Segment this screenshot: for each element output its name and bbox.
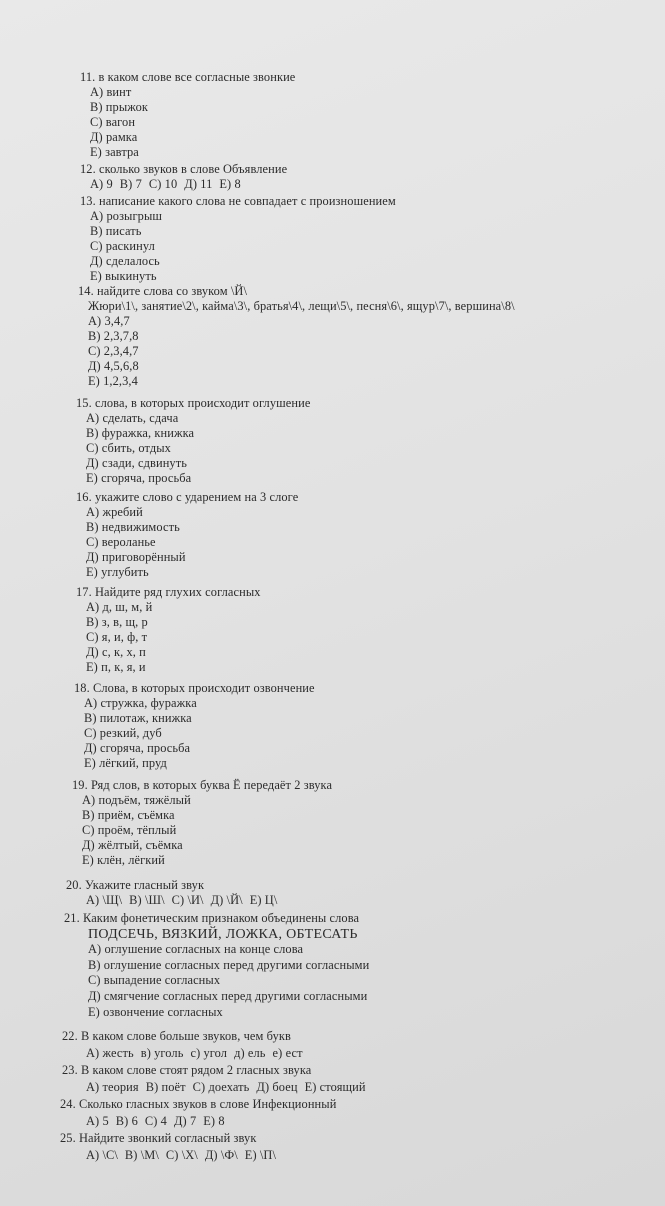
option-e: Е) \П\: [244, 1148, 277, 1162]
question-number: 19.: [72, 778, 88, 792]
option-e: Е) завтра: [90, 145, 139, 159]
options-inline: [80, 177, 287, 192]
question-text: сколько звуков в слове Объявление: [99, 162, 288, 176]
word-list: ПОДСЕЧЬ, ВЯЗКИЙ, ЛОЖКА, ОБТЕСАТЬ: [88, 926, 358, 942]
option-c: С) 10: [148, 177, 178, 191]
question-11: [80, 70, 295, 160]
option-a: А) жесть: [86, 1046, 134, 1060]
option-a: А) подъём, тяжёлый: [82, 793, 191, 807]
question-text: Сколько гласных звуков в слове Инфекционный: [79, 1097, 337, 1111]
option-c: С) я, и, ф, т: [86, 630, 148, 644]
option-e: Е) 1,2,3,4: [88, 374, 138, 388]
option-b: В) 6: [115, 1114, 138, 1128]
option-e: Е) Ц\: [249, 893, 278, 907]
word-list: Жюри\1\, занятие\2\, кайма\3\, братья\4\, лещи\5\, песня\6\, ящур\7\, вершина\8\: [88, 299, 515, 313]
question-number: 16.: [76, 490, 92, 504]
question-number: 22.: [62, 1029, 78, 1043]
option-d: Д) сгоряча, просьба: [84, 741, 191, 755]
question-number: 21.: [64, 911, 80, 925]
option-c: С) \И\: [171, 893, 204, 907]
option-b: В) 7: [119, 177, 142, 191]
question-number: 14.: [78, 284, 94, 298]
question-text: укажите слово с ударением на 3 слоге: [95, 490, 299, 504]
option-a: А) \С\: [86, 1148, 118, 1162]
options-inline: [66, 893, 277, 908]
option-a: А) сделать, сдача: [86, 411, 179, 425]
question-number: 13.: [80, 194, 96, 208]
option-e: Е) выкинуть: [90, 269, 157, 283]
question-24: [60, 1097, 336, 1129]
question-number: 25.: [60, 1131, 76, 1145]
option-b: В) писать: [90, 224, 142, 238]
option-d: Д) смягчение согласных перед другими согласными: [88, 988, 368, 1003]
option-a: А) винт: [90, 85, 132, 99]
option-d: Д) 11: [184, 177, 213, 191]
option-b: В) фуражка, книжка: [86, 426, 195, 440]
option-d: Д) боец: [256, 1080, 298, 1094]
option-d: Д) жёлтый, съёмка: [82, 838, 183, 852]
option-e: Е) стоящий: [304, 1080, 366, 1094]
question-text: найдите слова со звуком \Й\: [97, 284, 248, 298]
option-c: С) вагон: [90, 115, 136, 129]
option-c: С) резкий, дуб: [84, 726, 162, 740]
option-e: Е) п, к, я, и: [86, 660, 146, 674]
question-text: В каком слове стоят рядом 2 гласных звука: [81, 1063, 312, 1077]
question-text: написание какого слова не совпадает с произношением: [99, 194, 396, 208]
option-c: С) 4: [144, 1114, 167, 1128]
option-b: в) уголь: [140, 1046, 184, 1060]
option-b: В) 2,3,7,8: [88, 329, 139, 343]
option-b: В) прыжок: [90, 100, 149, 114]
option-c: с) угол: [190, 1046, 228, 1060]
option-b: В) приём, съёмка: [82, 808, 175, 822]
option-e: Е) озвончение согласных: [88, 1004, 223, 1019]
question-21: [64, 911, 369, 1020]
option-a: А) жребий: [86, 505, 143, 519]
question-number: 11.: [80, 70, 96, 84]
question-14: [78, 284, 515, 389]
option-c: С) доехать: [192, 1080, 250, 1094]
option-d: Д) 7: [173, 1114, 197, 1128]
question-20: [66, 878, 277, 908]
option-c: С) сбить, отдых: [86, 441, 171, 455]
option-d: Д) сделалось: [90, 254, 160, 268]
option-e: Е) 8: [203, 1114, 225, 1128]
question-text: Каким фонетическим признаком объединены слова: [83, 911, 360, 925]
question-text: слова, в которых происходит оглушение: [95, 396, 311, 410]
question-19: [72, 778, 332, 868]
question-text: Слова, в которых происходит озвончение: [93, 681, 315, 695]
option-b: В) пилотаж, книжка: [84, 711, 192, 725]
option-e: Е) лёгкий, пруд: [84, 756, 167, 770]
option-a: А) 3,4,7: [88, 314, 130, 328]
option-a: А) д, ш, м, й: [86, 600, 153, 614]
option-a: А) стружка, фуражка: [84, 696, 197, 710]
question-number: 24.: [60, 1097, 76, 1111]
option-d: Д) \Ф\: [204, 1148, 238, 1162]
options-inline: [62, 1046, 303, 1061]
option-e: Е) 8: [219, 177, 241, 191]
option-e: Е) сгоряча, просьба: [86, 471, 192, 485]
option-b: В) \Ш\: [129, 893, 165, 907]
option-c: С) раскинул: [90, 239, 155, 253]
question-text: Найдите звонкий согласный звук: [79, 1131, 257, 1145]
question-17: [76, 585, 261, 675]
option-b: В) \М\: [124, 1148, 159, 1162]
option-a: А) 5: [86, 1114, 109, 1128]
question-12: [80, 162, 287, 192]
question-23: [62, 1063, 366, 1095]
option-c: С) выпадение согласных: [88, 973, 221, 988]
question-number: 12.: [80, 162, 96, 176]
option-e: Е) клён, лёгкий: [82, 853, 165, 867]
option-b: В) оглушение согласных перед другими согласными: [88, 957, 370, 972]
question-text: Найдите ряд глухих согласных: [95, 585, 261, 599]
question-number: 17.: [76, 585, 92, 599]
options-inline: [60, 1114, 336, 1129]
option-c: С) проём, тёплый: [82, 823, 177, 837]
option-c: С) \Х\: [165, 1148, 198, 1162]
options-inline: [60, 1148, 276, 1163]
option-b: В) з, в, щ, р: [86, 615, 148, 629]
option-d: Д) рамка: [90, 130, 138, 144]
question-number: 18.: [74, 681, 90, 695]
question-text: Ряд слов, в которых буква Ё передаёт 2 звука: [91, 778, 333, 792]
option-d: Д) 4,5,6,8: [88, 359, 139, 373]
question-15: [76, 396, 310, 486]
question-16: [76, 490, 298, 580]
question-number: 20.: [66, 878, 82, 892]
question-text: В каком слове больше звуков, чем букв: [81, 1029, 291, 1043]
question-22: [62, 1029, 303, 1061]
option-b: В) недвижимость: [86, 520, 180, 534]
question-25: [60, 1131, 276, 1163]
option-b: В) поёт: [145, 1080, 186, 1094]
option-a: А) оглушение согласных на конце слова: [88, 942, 304, 957]
option-c: С) 2,3,4,7: [88, 344, 139, 358]
option-d: Д) \Й\: [210, 893, 243, 907]
question-13: [80, 194, 396, 284]
question-text: Укажите гласный звук: [85, 878, 205, 892]
options-inline: [62, 1080, 366, 1095]
question-number: 15.: [76, 396, 92, 410]
option-a: А) 9: [90, 177, 113, 191]
option-e: е) ест: [272, 1046, 303, 1060]
option-d: Д) приговорённый: [86, 550, 186, 564]
option-d: д) ель: [234, 1046, 266, 1060]
option-c: С) вероланье: [86, 535, 156, 549]
question-number: 23.: [62, 1063, 78, 1077]
option-a: А) теория: [86, 1080, 139, 1094]
option-a: А) розыгрыш: [90, 209, 163, 223]
option-d: Д) сзади, сдвинуть: [86, 456, 187, 470]
question-text: в каком слове все согласные звонкие: [98, 70, 296, 84]
option-d: Д) с, к, х, п: [86, 645, 146, 659]
question-18: [74, 681, 315, 771]
option-a: А) \Щ\: [86, 893, 123, 907]
option-e: Е) углубить: [86, 565, 149, 579]
